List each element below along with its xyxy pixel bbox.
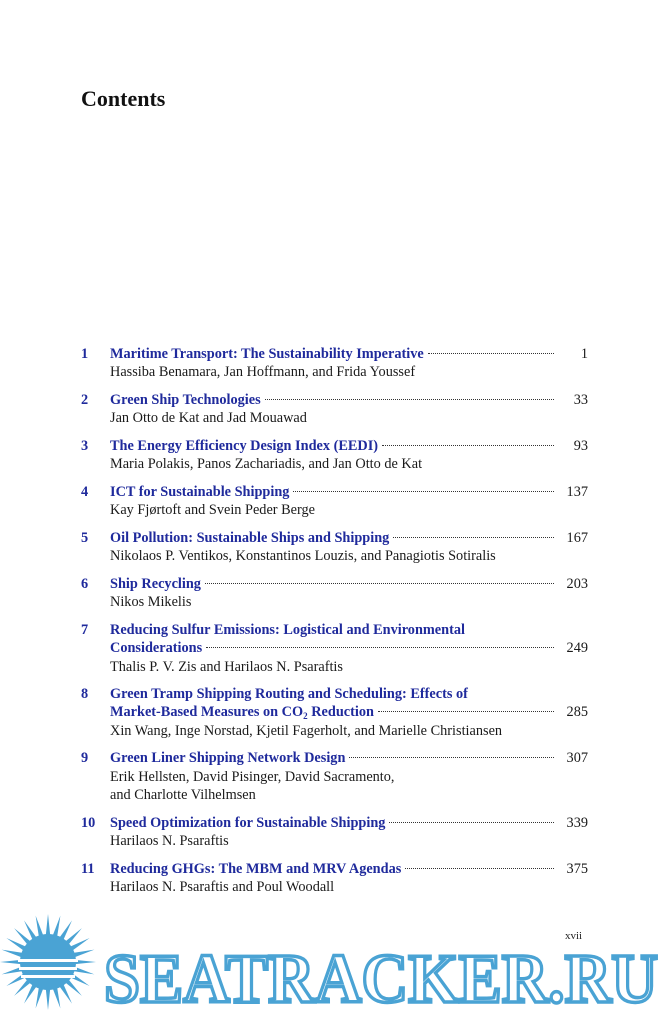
dot-leader: [389, 822, 554, 823]
chapter-authors: Erik Hellsten, David Pisinger, David Sacramento,: [110, 768, 395, 785]
dot-leader: [405, 868, 554, 869]
chapter-title-link[interactable]: Green Ship Technologies: [110, 391, 261, 408]
toc-entry-4[interactable]: [81, 483, 588, 520]
chapter-number: 2: [81, 391, 89, 408]
sun-ray: [46, 988, 51, 1010]
chapter-authors: Thalis P. V. Zis and Harilaos N. Psaraftis: [110, 658, 343, 675]
chapter-authors: Jan Otto de Kat and Jad Mouawad: [110, 410, 307, 427]
page-number: 137: [566, 483, 588, 500]
sun-icon: [0, 914, 96, 1010]
sun-ray: [52, 916, 60, 938]
chapter-number: 3: [81, 437, 89, 454]
chapter-authors: Nikos Mikelis: [110, 594, 192, 611]
sun-ray: [52, 986, 60, 1008]
page-number: 249: [566, 640, 588, 657]
page-number: 285: [566, 704, 588, 721]
chapter-title-link[interactable]: Ship Recycling: [110, 575, 201, 592]
sun-ray: [46, 914, 51, 936]
dot-leader: [293, 491, 554, 492]
chapter-title-link[interactable]: Reducing GHGs: The MBM and MRV Agendas: [110, 860, 402, 877]
dot-leader: [428, 353, 554, 354]
page-number: 33: [573, 391, 588, 408]
watermark: [0, 912, 668, 1013]
chapter-number: 1: [81, 346, 89, 362]
page-number: 307: [566, 750, 588, 767]
chapter-title-link[interactable]: The Energy Efficiency Design Index (EEDI): [110, 437, 379, 454]
sun-ray: [36, 986, 44, 1008]
chapter-title-link-cont[interactable]: Considerations: [110, 640, 203, 657]
chapter-number: 5: [81, 529, 89, 546]
chapter-authors: Maria Polakis, Panos Zachariadis, and Jan Otto de Kat: [110, 456, 423, 473]
chapter-number: 10: [81, 814, 96, 831]
page-number: 167: [566, 529, 588, 546]
chapter-authors: Xin Wang, Inge Norstad, Kjetil Fagerholt, and Marielle Christiansen: [110, 722, 503, 739]
chapter-authors: Harilaos N. Psaraftis and Poul Woodall: [110, 879, 335, 896]
subscript: 2: [303, 711, 308, 722]
page-number: 1: [580, 346, 588, 362]
sun-ray: [2, 950, 24, 958]
chapter-authors: Nikolaos P. Ventikos, Konstantinos Louzis, and Panagiotis Sotiralis: [110, 548, 496, 565]
toc-entry-9[interactable]: [81, 749, 588, 804]
dot-leader: [206, 647, 554, 648]
dot-leader: [382, 445, 554, 446]
page-number: 339: [566, 814, 588, 831]
chapter-title-link[interactable]: Speed Optimization for Sustainable Shipping: [110, 814, 386, 831]
chapter-title-link[interactable]: Green Tramp Shipping Routing and Scheduling: Effects of: [110, 686, 468, 703]
chapter-title-link[interactable]: Green Liner Shipping Network Design: [110, 750, 346, 767]
chapter-authors-cont: and Charlotte Vilhelmsen: [110, 787, 256, 804]
toc-entry-1[interactable]: [81, 345, 588, 382]
chapter-number: 11: [81, 860, 95, 877]
chapter-authors: Kay Fjørtoft and Svein Peder Berge: [110, 502, 316, 519]
page-number: 203: [566, 575, 588, 592]
page-number: 375: [566, 860, 588, 877]
table-of-contents: [81, 345, 588, 906]
dot-leader: [393, 537, 554, 538]
chapter-title-link[interactable]: Oil Pollution: Sustainable Ships and Shipping: [110, 529, 390, 546]
chapter-number: 7: [81, 621, 89, 638]
toc-entry-6[interactable]: [81, 575, 588, 612]
chapter-number: 8: [81, 686, 89, 703]
chapter-number: 9: [81, 750, 89, 767]
toc-entry-5[interactable]: [81, 529, 588, 566]
toc-entry-3[interactable]: [81, 437, 588, 474]
toc-entry-7[interactable]: [81, 621, 588, 676]
toc-entry-2[interactable]: [81, 391, 588, 428]
chapter-authors: Harilaos N. Psaraftis: [110, 833, 229, 850]
watermark-text: SEATRACKER.RU: [104, 941, 658, 1013]
chapter-number: 4: [81, 483, 89, 500]
chapter-title-link[interactable]: ICT for Sustainable Shipping: [110, 483, 290, 500]
toc-entry-10[interactable]: [81, 814, 588, 851]
dot-leader: [265, 399, 554, 400]
chapter-title-link-cont[interactable]: Market-Based Measures on $CO_2$ Reduction: [110, 704, 374, 722]
sun-ray: [36, 916, 44, 938]
chapter-title-link[interactable]: Maritime Transport: The Sustainability Imperative: [110, 346, 424, 362]
chapter-authors: Hassiba Benamara, Jan Hoffmann, and Frida Youssef: [110, 364, 416, 381]
chapter-number: 6: [81, 575, 89, 592]
page-title: Contents: [81, 86, 166, 111]
page-number: 93: [573, 437, 588, 454]
toc-entry-8[interactable]: [81, 685, 588, 740]
page-folio: xvii: [565, 930, 583, 942]
dot-leader: [205, 583, 554, 584]
dot-leader: [349, 757, 554, 758]
toc-entry-11[interactable]: [81, 860, 588, 897]
chapter-title-link[interactable]: Reducing Sulfur Emissions: Logistical and Environmental: [110, 621, 465, 638]
dot-leader: [378, 711, 554, 712]
sun-ray: [72, 950, 94, 958]
